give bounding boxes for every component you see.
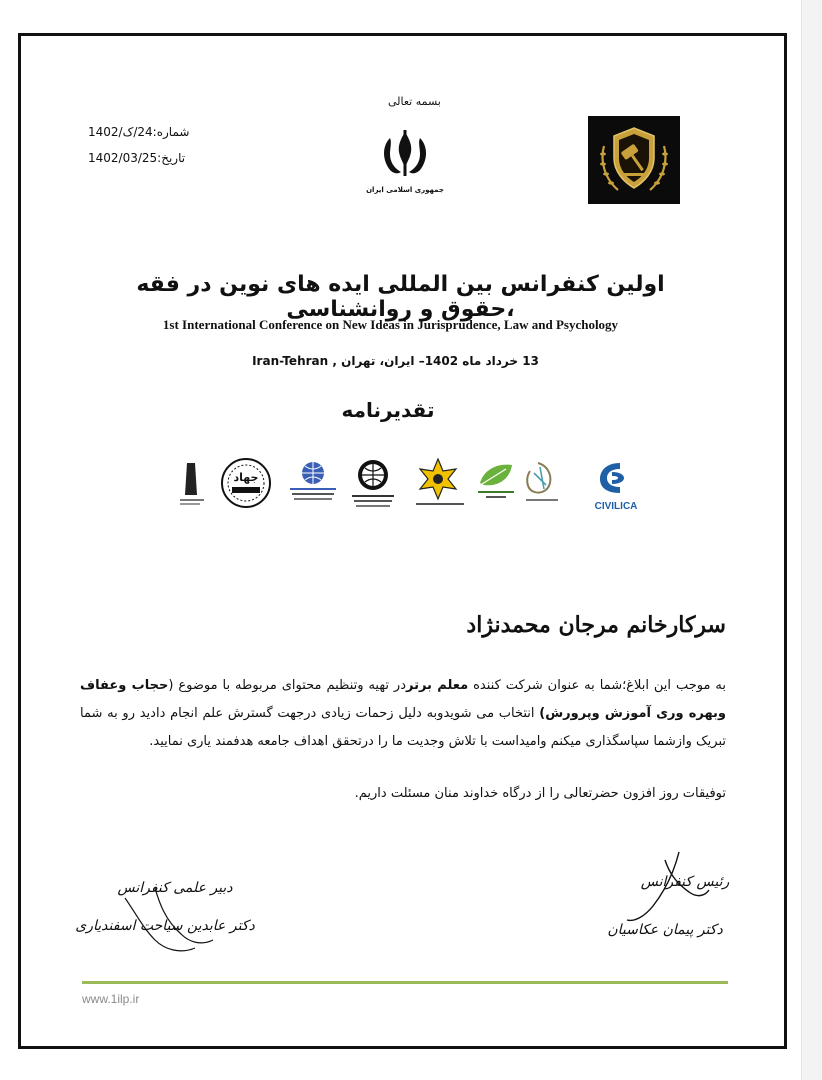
chair-signature xyxy=(605,848,730,948)
recipient-name: سرکارخانم مرجان محمدنژاد xyxy=(466,612,726,638)
civilica-logo-text: CIVILICA xyxy=(594,501,638,512)
body-text-2: در تهیه وتنظیم محتوای مربوطه با موضوع ( xyxy=(168,678,406,693)
sponsor-logos xyxy=(180,455,650,515)
gavel-shield-logo-icon xyxy=(588,116,680,204)
body-text-3: انتخاب می شویدوبه دلیل زحمات زیادی درجهت گسترش علم انجام دادید رو به شما تبریک وازشما سپاسگذاری میکنم وامیداست با تلاش وجدیت ما را درتحقق اهداف جامعه هدفمند یاری نمایید. xyxy=(80,706,726,749)
tower-logo-icon xyxy=(180,463,204,505)
body-bold-role: معلم برتر xyxy=(405,678,469,693)
jahad-logo-text: جهاد xyxy=(233,471,259,484)
body-bold-topic: حجاب وعفاف وبهره وری آموزش وپرورش) xyxy=(80,678,726,721)
emblem-caption: جمهوری اسلامی ایران xyxy=(366,186,444,194)
secretary-signature xyxy=(75,868,255,968)
certificate-body xyxy=(80,672,726,756)
footer-website: www.1ilp.ir xyxy=(82,992,140,1006)
conference-title-en: 1st International Conference on New Ideas in Jurisprudence, Law and Psychology xyxy=(162,317,619,332)
conference-date-place: 13 خرداد ماه 1402– ایران، تهران , Iran-Tehran xyxy=(252,354,539,368)
star-flower-logo-icon xyxy=(416,459,464,505)
green-leaf-logo-icon xyxy=(478,465,514,498)
iran-emblem-icon xyxy=(366,128,444,198)
footer-divider xyxy=(82,981,728,984)
civilica-logo-icon xyxy=(595,463,638,512)
secretary-title: دبیر علمی کنفرانس xyxy=(117,880,233,896)
body-text-1: به موجب این ابلاغ؛شما به عنوان شرکت کننده xyxy=(468,678,726,693)
basmala: بسمه تعالی xyxy=(388,95,441,108)
jahad-seal-icon xyxy=(222,459,270,507)
chair-name: دکتر پیمان عکاسیان xyxy=(607,922,723,938)
letter-number: شماره:24/ک/1402 xyxy=(88,125,190,139)
closing-wishes: توفیقات روز افزون حضرتعالی را از درگاه خداوند منان مسئلت داریم. xyxy=(354,786,726,801)
viewer-scroll-gutter xyxy=(801,0,822,1080)
certificate-heading: تقدیرنامه xyxy=(341,398,435,422)
letter-date: تاریخ:1402/03/25 xyxy=(88,151,186,165)
science-center-globe-icon xyxy=(352,460,394,507)
secretary-name: دکتر عابدین سیاحت اسفندیاری xyxy=(75,918,255,934)
chair-title: رئیس کنفرانس xyxy=(640,874,730,890)
development-center-globe-icon xyxy=(290,462,336,500)
sketch-logo-icon xyxy=(526,463,558,501)
conference-title-fa: اولین کنفرانس بین المللی ایده های نوین در فقه ،حقوق و روانشناسی xyxy=(136,272,665,322)
